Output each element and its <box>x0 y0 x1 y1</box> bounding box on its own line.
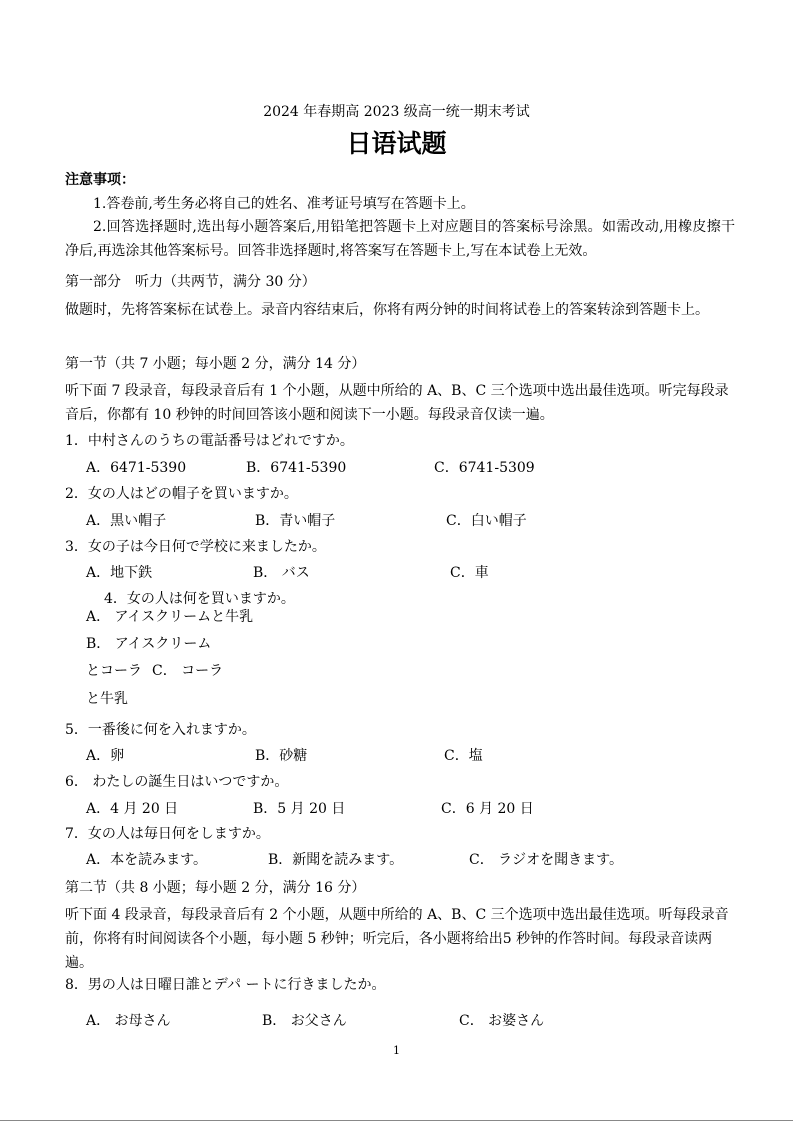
question-6-option-c: C．6 月 20 日 <box>441 801 534 817</box>
subject-title: 日语试题 <box>346 129 447 158</box>
question-3-option-b: B． バス <box>253 565 310 581</box>
question-5-stem: 5．一番後に何を入れますか。 <box>65 722 256 738</box>
page-number: 1 <box>393 1044 400 1057</box>
question-8-option-c: C． お婆さん <box>459 1013 545 1029</box>
question-8-option-a: A． お母さん <box>86 1013 171 1029</box>
question-4-option-b: B． アイスクリーム <box>86 636 212 652</box>
question-5-option-c: C．塩 <box>444 748 483 764</box>
question-6-option-b: B．5 月 20 日 <box>253 801 346 817</box>
question-3-option-a: A．地下鉄 <box>86 565 153 581</box>
question-1-option-b: B．6741-5390 <box>246 460 347 476</box>
part1-heading: 第一部分 听力（共两节，满分 30 分） <box>65 274 316 290</box>
question-4-option-a: A． アイスクリームと牛乳 <box>86 609 254 625</box>
question-2-option-b: B．青い帽子 <box>255 513 336 529</box>
question-2-option-c: C．白い帽子 <box>446 513 527 529</box>
question-4-option-b-cont: とコーラ <box>86 663 142 679</box>
question-2-option-a: A．黒い帽子 <box>86 513 167 529</box>
question-7-option-b: B．新聞を読みます。 <box>268 852 404 868</box>
question-1-option-a: A．6471-5390 <box>86 460 187 476</box>
question-4-option-c: C． コーラ <box>152 663 224 679</box>
question-4-stem: 4．女の人は何を買いますか。 <box>104 591 295 607</box>
question-4-option-c-cont: と牛乳 <box>86 691 128 707</box>
question-7-stem: 7．女の人は毎日何をしますか。 <box>65 826 270 842</box>
notice-item-1: 1.答卷前,考生务必将自己的姓名、准考证号填写在答题卡上。 <box>93 196 475 212</box>
question-7-option-a: A．本を読みます。 <box>86 852 207 868</box>
part1-instruction: 做题时，先将答案标在试卷上。录音内容结束后，你将有两分钟的时间将试卷上的答案转涂到答题卡上。 <box>65 302 709 318</box>
section2-heading: 第二节（共 8 小题；每小题 2 分，满分 16 分） <box>65 880 366 896</box>
question-8-stem: 8．男の人は日曜日誰とデパ ートに行きましたか。 <box>65 977 386 993</box>
section2-instruction: 听下面 4 段录音，每段录音后有 2 个小题，从题中所给的 A、B、C 三个选项中选出最佳选项。听每段录音前，你将有时间阅读各个小题，每小题 5 秒钟；听完后，各小题将给出5 秒钟的作答时间。每段录音读两遍。 <box>65 907 729 971</box>
section1-instruction: 听下面 7 段录音，每段录音后有 1 个小题，从题中所给的 A、B、C 三个选项中选出最佳选项。听完每段录音后，你都有 10 秒钟的时间回答该小题和阅读下一小题。每段录音仅读一遍。 <box>65 383 729 423</box>
page-bottom-border <box>0 1120 793 1121</box>
exam-title: 2024 年春期高 2023 级高一统一期末考试 <box>263 104 530 120</box>
question-2-stem: 2．女の人はどの帽子を買いますか。 <box>65 486 298 502</box>
notice-item-2: 2.回答选择题时,选出每小题答案后,用铅笔把答题卡上对应题目的答案标号涂黑。如需改动,用橡皮擦干净后,再选涂其他答案标号。回答非选择题时,将答案写在答题卡上,写在本试卷上无效。 <box>65 219 735 259</box>
question-6-option-a: A．4 月 20 日 <box>86 801 179 817</box>
question-6-stem: 6． わたしの誕生日はいつですか。 <box>65 774 289 790</box>
notice-heading: 注意事项： <box>65 172 135 188</box>
question-1-option-c: C．6741-5309 <box>434 460 535 476</box>
section1-heading: 第一节（共 7 小题；每小题 2 分，满分 14 分） <box>65 356 366 372</box>
question-5-option-a: A．卵 <box>86 748 125 764</box>
question-1-stem: 1．中村さんのうちの電話番号はどれですか。 <box>65 433 354 449</box>
question-7-option-c: C． ラジオを聞きます。 <box>469 852 624 868</box>
question-3-option-c: C．車 <box>450 565 489 581</box>
question-8-option-b: B． お父さん <box>262 1013 347 1029</box>
question-3-stem: 3．女の子は今日何で学校に来ましたか。 <box>65 539 326 555</box>
question-5-option-b: B．砂糖 <box>255 748 308 764</box>
